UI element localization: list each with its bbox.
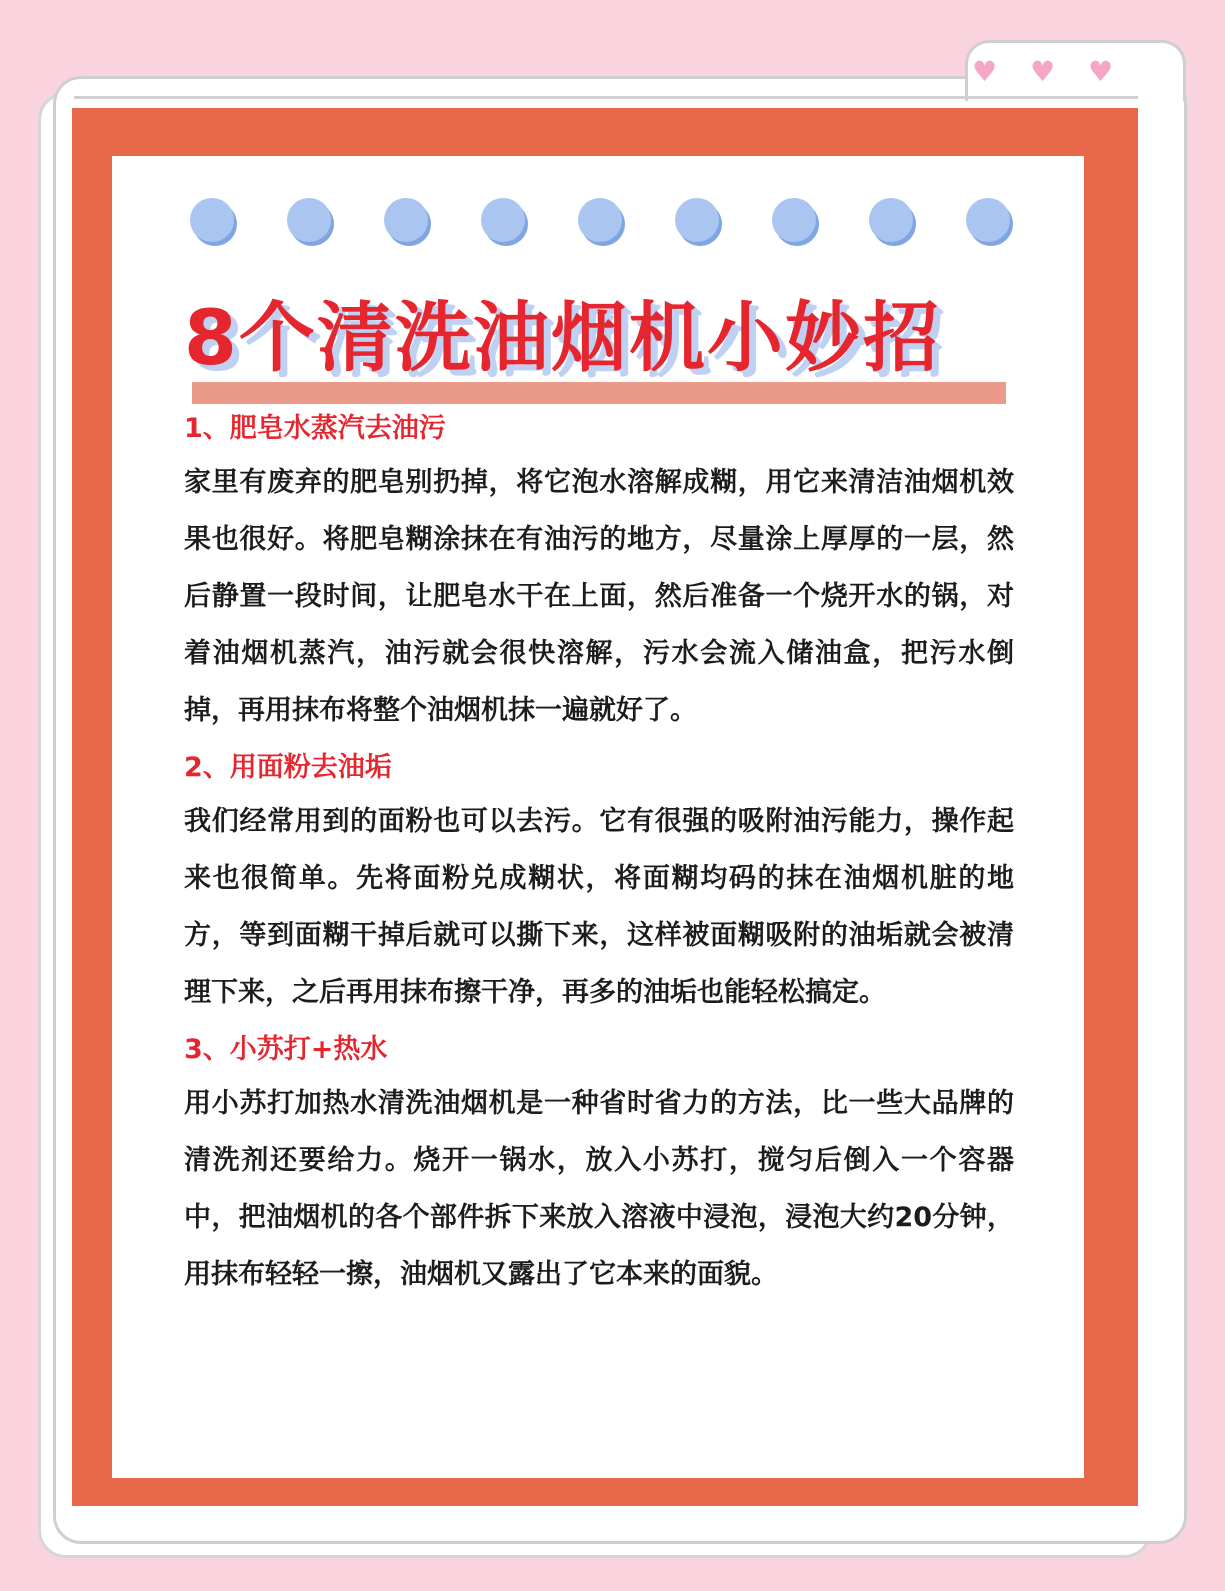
paper-sheet <box>112 156 1084 1478</box>
binder-dot <box>287 198 331 242</box>
section-text: 家里有废弃的肥皂别扔掉，将它泡水溶解成糊，用它来清洁油烟机效果也很好。将肥皂糊涂抹在有油污的地方，尽量涂上厚厚的一层，然后静置一段时间，让肥皂水干在上面，然后准备一个烧开水的锅，对着油烟机蒸汽，油污就会很快溶解，污水会流入储油盒，把污水倒掉，再用抹布将整个油烟机抹一遍就好了。 <box>184 467 1014 726</box>
orange-board <box>72 108 1138 1506</box>
binder-dot <box>869 198 913 242</box>
binder-dot <box>772 198 816 242</box>
binder-dot <box>384 198 428 242</box>
section-text: 我们经常用到的面粉也可以去污。它有很强的吸附油污能力，操作起来也很简单。先将面粉兑成糊状，将面糊均码的抹在油烟机脏的地方，等到面糊干掉后就可以撕下来，这样被面糊吸附的油垢就会被清理下来，之后再用抹布擦干净，再多的油垢也能轻松搞定。 <box>184 806 1014 1008</box>
binder-dot <box>190 198 234 242</box>
divider <box>74 96 1138 99</box>
section-heading: 1、肥皂水蒸汽去油污 <box>184 413 446 444</box>
binder-dot <box>481 198 525 242</box>
section-heading: 3、小苏打+热水 <box>184 1034 388 1065</box>
heart-icon: ♥ <box>1030 55 1056 88</box>
article-body <box>184 404 1014 1307</box>
binder-dots <box>190 198 1020 250</box>
binder-dot <box>966 198 1010 242</box>
section-text: 用小苏打加热水清洗油烟机是一种省时省力的方法，比一些大品牌的清洗剂还要给力。烧开一锅水，放入小苏打，搅匀后倒入一个容器中，把油烟机的各个部件拆下来放入溶液中浸泡，浸泡大约20分钟，用抹布轻轻一擦，油烟机又露出了它本来的面貌。 <box>184 1088 1014 1290</box>
binder-dot <box>675 198 719 242</box>
section-heading: 2、用面粉去油垢 <box>184 752 392 783</box>
binder-dot <box>578 198 622 242</box>
heart-icon: ♥ <box>972 55 998 88</box>
page-title: 8个清洗油烟机小妙招 <box>184 293 941 382</box>
heart-icon: ♥ <box>1088 55 1114 88</box>
